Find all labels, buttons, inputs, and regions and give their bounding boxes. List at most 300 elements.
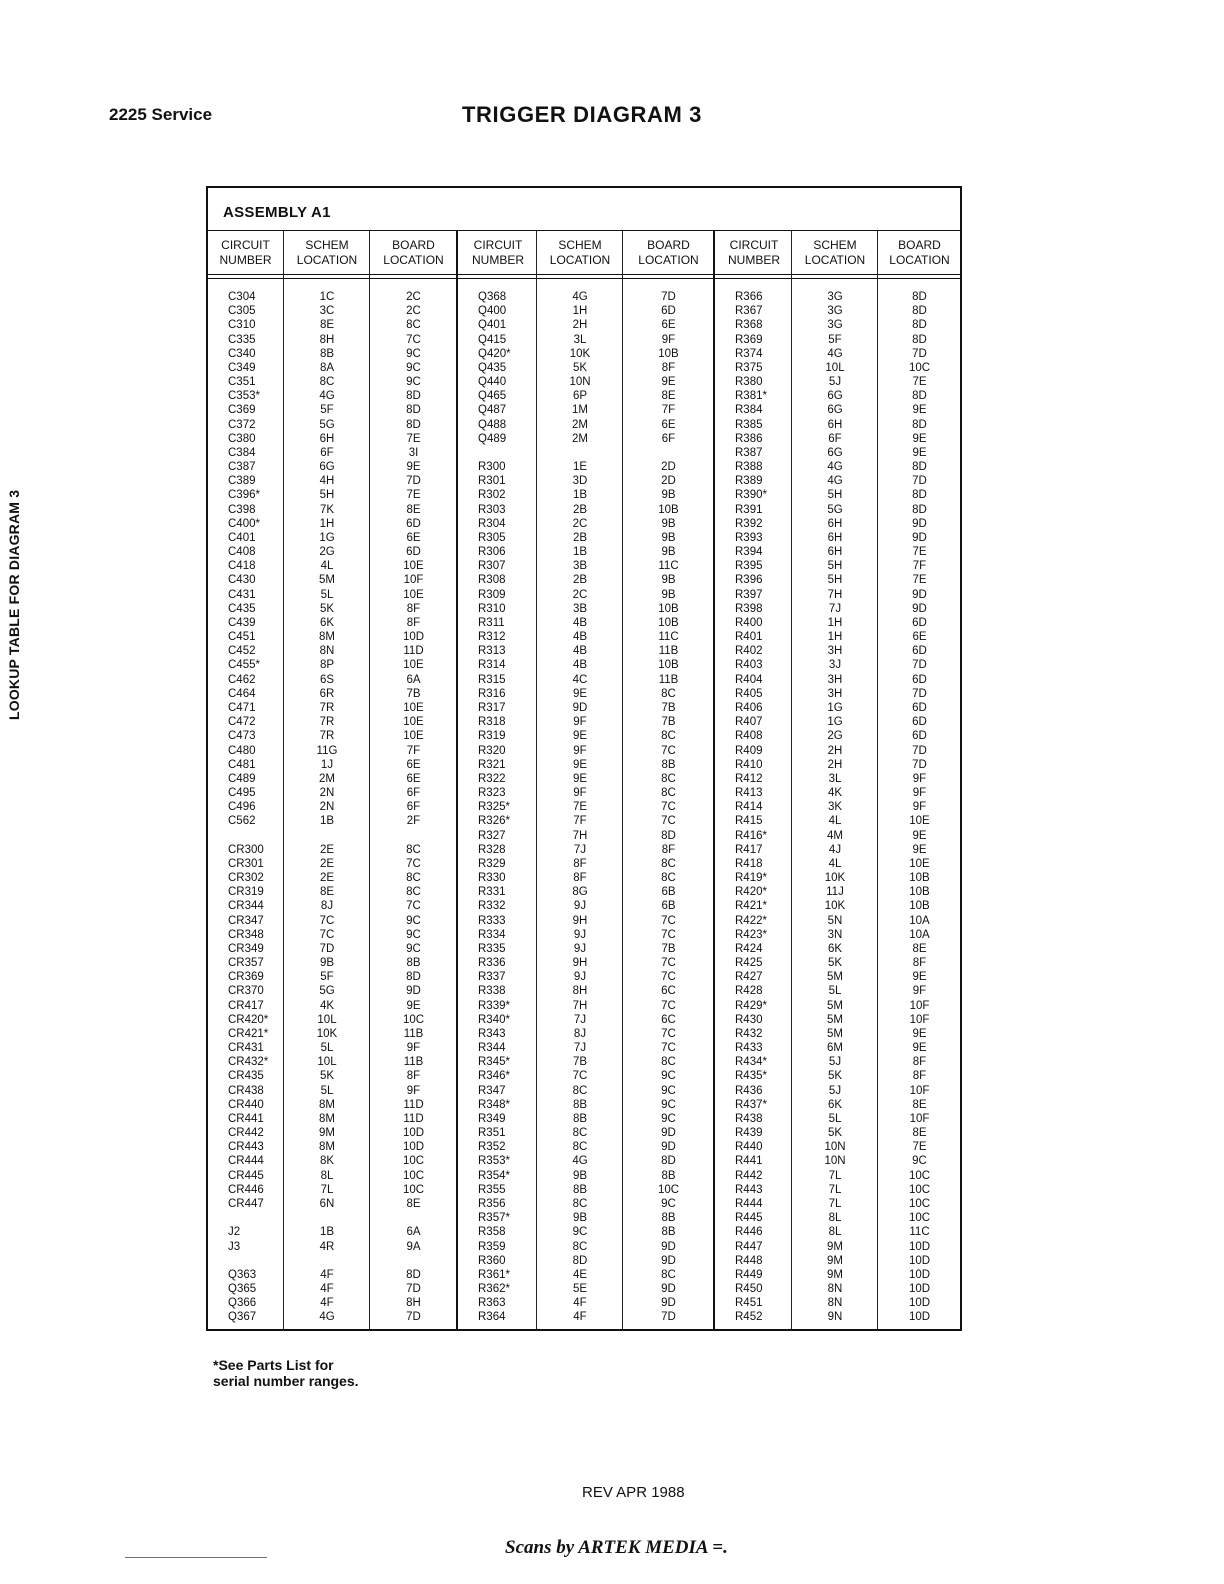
circuit-cell: CR357 <box>228 957 264 970</box>
circuit-cell: R320 <box>478 744 506 757</box>
board-cell: 6D <box>912 730 927 743</box>
circuit-cell: CR440 <box>228 1098 264 1111</box>
circuit-cell <box>208 1254 283 1268</box>
schem-cell: 3L <box>573 333 587 346</box>
board-cell: 7C <box>661 801 676 814</box>
board-cell: 8D <box>912 461 927 474</box>
schem-cell: 5M <box>827 999 843 1012</box>
circuit-cell: C408 <box>228 546 256 559</box>
schem-cell: 8M <box>319 1112 335 1125</box>
schem-cell: 8L <box>828 1226 842 1239</box>
board-cell: 11D <box>403 1098 424 1111</box>
board-cell: 6B <box>661 900 676 913</box>
board-cell: 10C <box>657 1183 680 1196</box>
schem-cell: 2G <box>319 546 335 559</box>
circuit-cell: R307 <box>478 560 506 573</box>
schem-cell: 6S <box>319 673 335 686</box>
circuit-cell: R435* <box>735 1070 767 1083</box>
board-cell: 9C <box>661 1198 676 1210</box>
circuit-cell: R385 <box>735 418 763 431</box>
board-cell: 7C <box>661 1042 676 1055</box>
schem-cell: 4K <box>827 787 843 800</box>
schem-cell: 7J <box>573 1013 587 1026</box>
board-cell: 6E <box>661 418 676 431</box>
board-cell: 7E <box>912 1141 927 1154</box>
schem-cell: 6K <box>827 1098 843 1111</box>
circuit-cell: C481 <box>228 758 256 771</box>
schem-cell: 8G <box>572 886 588 899</box>
circuit-cell: R317 <box>478 701 506 714</box>
board-cell: 9F <box>912 985 927 998</box>
board-cell: 7C <box>661 744 676 757</box>
board-cell <box>370 829 457 843</box>
schem-cell: 1G <box>319 531 335 544</box>
board-cell: 8C <box>661 687 676 700</box>
circuit-cell: R361* <box>478 1268 510 1281</box>
circuit-cell: CR421* <box>228 1027 269 1040</box>
board-cell: 10D <box>908 1297 931 1310</box>
circuit-cell: R442 <box>735 1169 763 1182</box>
board-cell: 6D <box>912 701 927 714</box>
schem-cell: 10N <box>824 1155 846 1168</box>
board-cell: 9C <box>406 347 421 360</box>
schem-cell: 5G <box>319 418 335 431</box>
board-cell: 9D <box>912 602 927 615</box>
circuit-cell: C472 <box>228 716 256 729</box>
schem-cell: 2B <box>572 574 588 587</box>
schem-cell: 8M <box>319 631 335 644</box>
schem-cell: 7J <box>828 602 842 615</box>
schem-cell: 7K <box>319 503 335 516</box>
board-cell: 9E <box>661 376 676 389</box>
lookup-table <box>206 186 962 1331</box>
circuit-cell: R323 <box>478 787 506 800</box>
board-cell: 8F <box>912 1070 927 1083</box>
circuit-cell: Q440 <box>478 376 507 389</box>
cells-g1-schem <box>284 290 370 1325</box>
schem-cell: 4F <box>573 1311 587 1324</box>
circuit-cell: CR432* <box>228 1056 269 1069</box>
col-header-schem: SCHEM LOCATION <box>296 238 358 267</box>
board-cell: 8D <box>406 404 421 417</box>
board-cell: 8F <box>406 1070 421 1083</box>
circuit-cell: R368 <box>735 319 763 332</box>
circuit-cell: R343 <box>478 1027 506 1040</box>
board-cell: 9B <box>661 574 676 587</box>
schem-cell: 9J <box>573 971 587 984</box>
schem-cell: 8H <box>572 985 588 998</box>
board-cell: 7D <box>912 475 927 488</box>
schem-cell: 5L <box>320 588 334 601</box>
circuit-cell: R335 <box>478 942 506 955</box>
schem-cell: 7R <box>319 716 335 729</box>
board-cell: 9C <box>406 361 421 374</box>
schem-cell: 7L <box>828 1183 842 1196</box>
schem-cell: 8A <box>319 361 335 374</box>
board-cell <box>370 1211 457 1225</box>
schem-cell: 1H <box>827 631 843 644</box>
circuit-cell: Q401 <box>478 319 507 332</box>
schem-cell: 1H <box>319 517 335 530</box>
schem-cell: 3G <box>827 319 843 332</box>
schem-cell: 3N <box>827 928 843 941</box>
circuit-cell: R325* <box>478 801 510 814</box>
board-cell: 10E <box>403 701 424 714</box>
board-cell: 2D <box>661 461 676 474</box>
footnote-line-2: serial number ranges. <box>213 1373 359 1389</box>
board-cell: 9E <box>912 446 927 459</box>
circuit-cell <box>458 446 538 460</box>
board-cell: 8B <box>661 758 676 771</box>
board-cell: 7C <box>406 900 421 913</box>
schem-cell: 6H <box>827 531 843 544</box>
board-cell: 10C <box>402 1013 425 1026</box>
board-cell: 11C <box>909 1226 930 1239</box>
circuit-cell: R349 <box>478 1112 506 1125</box>
schem-cell: 9H <box>572 914 588 927</box>
circuit-cell: Q420* <box>478 347 511 360</box>
circuit-cell: R330 <box>478 872 506 885</box>
circuit-cell <box>208 1211 283 1225</box>
circuit-cell: R413 <box>735 787 763 800</box>
schem-cell: 8F <box>573 872 587 885</box>
board-cell: 10F <box>909 1084 930 1097</box>
circuit-cell: C496 <box>228 801 256 814</box>
circuit-cell: C495 <box>228 787 256 800</box>
scan-credit: Scans by ARTEK MEDIA =. <box>505 1537 728 1558</box>
circuit-cell: R304 <box>478 517 506 530</box>
schem-cell: 9F <box>573 744 587 757</box>
circuit-cell: C480 <box>228 744 256 757</box>
circuit-cell: Q365 <box>228 1283 257 1296</box>
circuit-cell: R387 <box>735 446 763 459</box>
schem-cell: 4F <box>573 1297 587 1310</box>
circuit-cell: R322 <box>478 772 506 785</box>
board-cell: 9D <box>406 985 421 998</box>
board-cell: 9E <box>406 461 421 474</box>
schem-cell: 2G <box>827 730 843 743</box>
schem-cell: 3J <box>828 659 842 672</box>
schem-cell: 7J <box>573 1042 587 1055</box>
circuit-cell: R302 <box>478 489 506 502</box>
board-cell: 6D <box>406 517 421 530</box>
circuit-cell: R446 <box>735 1226 763 1239</box>
cells-g2-schem <box>537 290 623 1325</box>
board-cell: 6D <box>406 546 421 559</box>
schem-cell: 10N <box>569 376 591 389</box>
circuit-cell: R309 <box>478 588 506 601</box>
circuit-cell: R403 <box>735 659 763 672</box>
board-cell: 10C <box>402 1155 425 1168</box>
board-cell: 8D <box>912 390 927 403</box>
schem-cell: 3H <box>827 645 843 658</box>
circuit-cell: J2 <box>228 1226 241 1239</box>
circuit-cell: CR417 <box>228 999 264 1012</box>
board-cell: 9C <box>661 1084 676 1097</box>
circuit-cell: C305 <box>228 305 256 318</box>
schem-cell: 7D <box>319 942 335 955</box>
circuit-cell: R428 <box>735 985 763 998</box>
circuit-cell: R364 <box>478 1311 506 1324</box>
board-cell: 9B <box>661 489 676 502</box>
schem-cell: 2N <box>319 801 335 814</box>
schem-cell: 2C <box>572 517 588 530</box>
schem-cell: 6F <box>320 446 334 459</box>
assembly-title: ASSEMBLY A1 <box>223 204 331 221</box>
schem-cell: 7R <box>319 701 335 714</box>
schem-cell: 4L <box>828 857 842 870</box>
circuit-cell: R334 <box>478 928 506 941</box>
circuit-cell: R346* <box>478 1070 510 1083</box>
board-cell: 9F <box>912 787 927 800</box>
board-cell: 10A <box>909 914 930 927</box>
schem-cell: 5K <box>827 1127 843 1140</box>
schem-cell: 7J <box>573 843 587 856</box>
schem-cell: 1J <box>320 758 334 771</box>
board-cell: 9F <box>406 1042 421 1055</box>
circuit-cell: R400 <box>735 616 763 629</box>
circuit-cell: CR444 <box>228 1155 264 1168</box>
board-cell: 8C <box>406 872 421 885</box>
board-cell: 8E <box>912 1098 927 1111</box>
circuit-cell: R429* <box>735 999 767 1012</box>
board-cell: 8F <box>912 1056 927 1069</box>
circuit-cell: R360 <box>478 1254 506 1267</box>
board-cell: 7C <box>661 1027 676 1040</box>
schem-cell: 4C <box>572 673 588 686</box>
board-cell: 7E <box>912 574 927 587</box>
circuit-cell: R391 <box>735 503 763 516</box>
circuit-cell: CR446 <box>228 1183 264 1196</box>
circuit-cell: R318 <box>478 716 506 729</box>
board-cell: 9B <box>661 588 676 601</box>
circuit-cell: Q415 <box>478 333 507 346</box>
circuit-cell: R356 <box>478 1198 506 1210</box>
schem-cell: 6K <box>319 616 335 629</box>
circuit-cell: CR344 <box>228 900 264 913</box>
circuit-cell: R423* <box>735 928 767 941</box>
circuit-cell: C349 <box>228 361 256 374</box>
board-cell: 7D <box>912 687 927 700</box>
schem-cell: 2B <box>572 503 588 516</box>
circuit-cell: R437* <box>735 1098 767 1111</box>
schem-cell: 4F <box>320 1268 334 1281</box>
col-header-board: BOARD LOCATION <box>383 238 444 267</box>
circuit-cell: R390* <box>735 489 767 502</box>
board-cell: 10C <box>908 1198 931 1210</box>
schem-cell: 4B <box>572 616 588 629</box>
schem-cell: 4G <box>827 461 843 474</box>
circuit-cell: R449 <box>735 1268 763 1281</box>
circuit-cell: Q367 <box>228 1311 257 1324</box>
circuit-cell: R432 <box>735 1027 763 1040</box>
schem-cell: 5J <box>828 1084 842 1097</box>
schem-cell: 9F <box>573 787 587 800</box>
board-cell: 6E <box>406 531 421 544</box>
board-cell: 10E <box>403 588 424 601</box>
col-g1-schem <box>283 230 370 1329</box>
board-cell: 3I <box>408 446 419 459</box>
page-title: TRIGGER DIAGRAM 3 <box>462 102 702 127</box>
circuit-cell: C340 <box>228 347 256 360</box>
schem-cell <box>537 446 623 460</box>
cells-g2-circuit <box>458 290 538 1325</box>
schem-cell: 2E <box>319 857 335 870</box>
board-cell: 7C <box>661 957 676 970</box>
schem-cell: 8P <box>319 659 335 672</box>
circuit-cell: CR348 <box>228 928 264 941</box>
circuit-cell: R313 <box>478 645 506 658</box>
col-header-circuit: CIRCUIT NUMBER <box>219 238 272 267</box>
circuit-cell: R347 <box>478 1084 506 1097</box>
schem-cell: 7F <box>573 815 587 828</box>
circuit-cell: R354* <box>478 1169 510 1182</box>
col-g2-circuit <box>456 230 538 1329</box>
schem-cell: 8C <box>319 376 335 389</box>
schem-cell: 10L <box>317 1013 337 1026</box>
circuit-cell: R412 <box>735 772 763 785</box>
circuit-cell: R424 <box>735 942 763 955</box>
circuit-cell: R337 <box>478 971 506 984</box>
circuit-cell: R340* <box>478 1013 510 1026</box>
circuit-cell: CR431 <box>228 1042 264 1055</box>
circuit-cell: CR445 <box>228 1169 264 1182</box>
manual-name: 2225 Service <box>109 105 213 124</box>
schem-cell: 5H <box>827 489 843 502</box>
schem-cell: 4B <box>572 645 588 658</box>
board-cell: 10C <box>908 1212 931 1225</box>
board-cell: 6D <box>912 645 927 658</box>
circuit-cell: R336 <box>478 957 506 970</box>
schem-cell: 9H <box>572 957 588 970</box>
cells-g3-circuit <box>715 290 793 1325</box>
board-cell: 7F <box>661 404 676 417</box>
col-header-board: BOARD LOCATION <box>889 238 950 267</box>
schem-cell: 7H <box>827 588 843 601</box>
board-cell: 10F <box>909 1013 930 1026</box>
circuit-cell: CR370 <box>228 985 264 998</box>
circuit-cell: R352 <box>478 1141 506 1154</box>
schem-cell: 6G <box>319 461 335 474</box>
schem-cell: 8N <box>319 645 335 658</box>
board-cell: 8D <box>406 390 421 403</box>
schem-cell: 10K <box>824 872 846 885</box>
schem-cell: 1B <box>572 546 588 559</box>
schem-cell: 9N <box>827 1311 843 1324</box>
circuit-cell: R395 <box>735 560 763 573</box>
circuit-cell: J3 <box>228 1240 241 1253</box>
board-cell: 9E <box>912 432 927 445</box>
schem-cell: 6P <box>572 390 588 403</box>
schem-cell: 4G <box>572 1155 588 1168</box>
schem-cell: 5J <box>828 376 842 389</box>
footnote <box>213 1357 359 1389</box>
schem-cell: 3D <box>572 475 588 488</box>
circuit-cell: C396* <box>228 489 260 502</box>
board-cell: 9F <box>661 333 676 346</box>
circuit-cell: CR301 <box>228 857 264 870</box>
circuit-cell: C369 <box>228 404 256 417</box>
circuit-cell: R450 <box>735 1283 763 1296</box>
circuit-cell: R389 <box>735 475 763 488</box>
board-cell: 7B <box>661 716 676 729</box>
board-cell: 8B <box>661 1226 676 1239</box>
circuit-cell: R398 <box>735 602 763 615</box>
schem-cell: 9M <box>827 1240 843 1253</box>
board-cell: 7D <box>661 291 676 303</box>
circuit-cell: C401 <box>228 531 256 544</box>
circuit-cell: R380 <box>735 376 763 389</box>
circuit-cell: C431 <box>228 588 256 601</box>
board-cell: 6D <box>912 716 927 729</box>
circuit-cell: R314 <box>478 659 506 672</box>
circuit-cell: R312 <box>478 631 506 644</box>
board-cell: 8D <box>406 1268 421 1281</box>
circuit-cell: C473 <box>228 730 256 743</box>
board-cell: 7D <box>912 659 927 672</box>
board-cell: 10B <box>658 602 679 615</box>
board-cell: 7F <box>912 560 927 573</box>
board-cell: 8C <box>406 886 421 899</box>
col-g2-board <box>622 230 714 1329</box>
circuit-cell: Q465 <box>478 390 507 403</box>
circuit-cell: R338 <box>478 985 506 998</box>
schem-cell: 1E <box>572 461 588 474</box>
board-cell: 7D <box>912 758 927 771</box>
circuit-cell: R359 <box>478 1240 506 1253</box>
schem-cell: 4F <box>320 1297 334 1310</box>
schem-cell: 3C <box>319 305 335 318</box>
schem-cell: 1H <box>827 616 843 629</box>
circuit-cell: CR438 <box>228 1084 264 1097</box>
board-cell: 10B <box>909 872 930 885</box>
circuit-cell: R353* <box>478 1155 510 1168</box>
board-cell: 7C <box>661 815 676 828</box>
schem-cell: 8J <box>573 1027 587 1040</box>
board-cell: 10F <box>403 574 424 587</box>
col-header-circuit: CIRCUIT NUMBER <box>471 238 524 267</box>
circuit-cell: R408 <box>735 730 763 743</box>
schem-cell: 6G <box>827 446 843 459</box>
board-cell: 9A <box>406 1240 421 1253</box>
circuit-cell: R415 <box>735 815 763 828</box>
circuit-cell: R396 <box>735 574 763 587</box>
cells-g1-board <box>370 290 457 1325</box>
schem-cell: 3L <box>828 772 842 785</box>
board-cell: 8D <box>912 503 927 516</box>
circuit-cell: R333 <box>478 914 506 927</box>
schem-cell: 4E <box>572 1268 588 1281</box>
schem-cell: 8K <box>319 1155 335 1168</box>
schem-cell: 9C <box>572 1226 588 1239</box>
board-cell: 10D <box>908 1254 931 1267</box>
circuit-cell: R402 <box>735 645 763 658</box>
circuit-cell: R367 <box>735 305 763 318</box>
schem-cell: 8C <box>572 1084 588 1097</box>
board-cell: 9C <box>406 376 421 389</box>
schem-cell: 3K <box>827 801 843 814</box>
circuit-cell: R345* <box>478 1056 510 1069</box>
board-cell: 9B <box>661 517 676 530</box>
circuit-cell: R386 <box>735 432 763 445</box>
board-cell: 11B <box>403 1056 424 1069</box>
board-cell: 9C <box>912 1155 927 1168</box>
col-header-board: BOARD LOCATION <box>638 238 699 267</box>
circuit-cell: R438 <box>735 1112 763 1125</box>
circuit-cell: R425 <box>735 957 763 970</box>
circuit-cell: R366 <box>735 291 763 303</box>
board-cell: 9E <box>912 829 927 842</box>
